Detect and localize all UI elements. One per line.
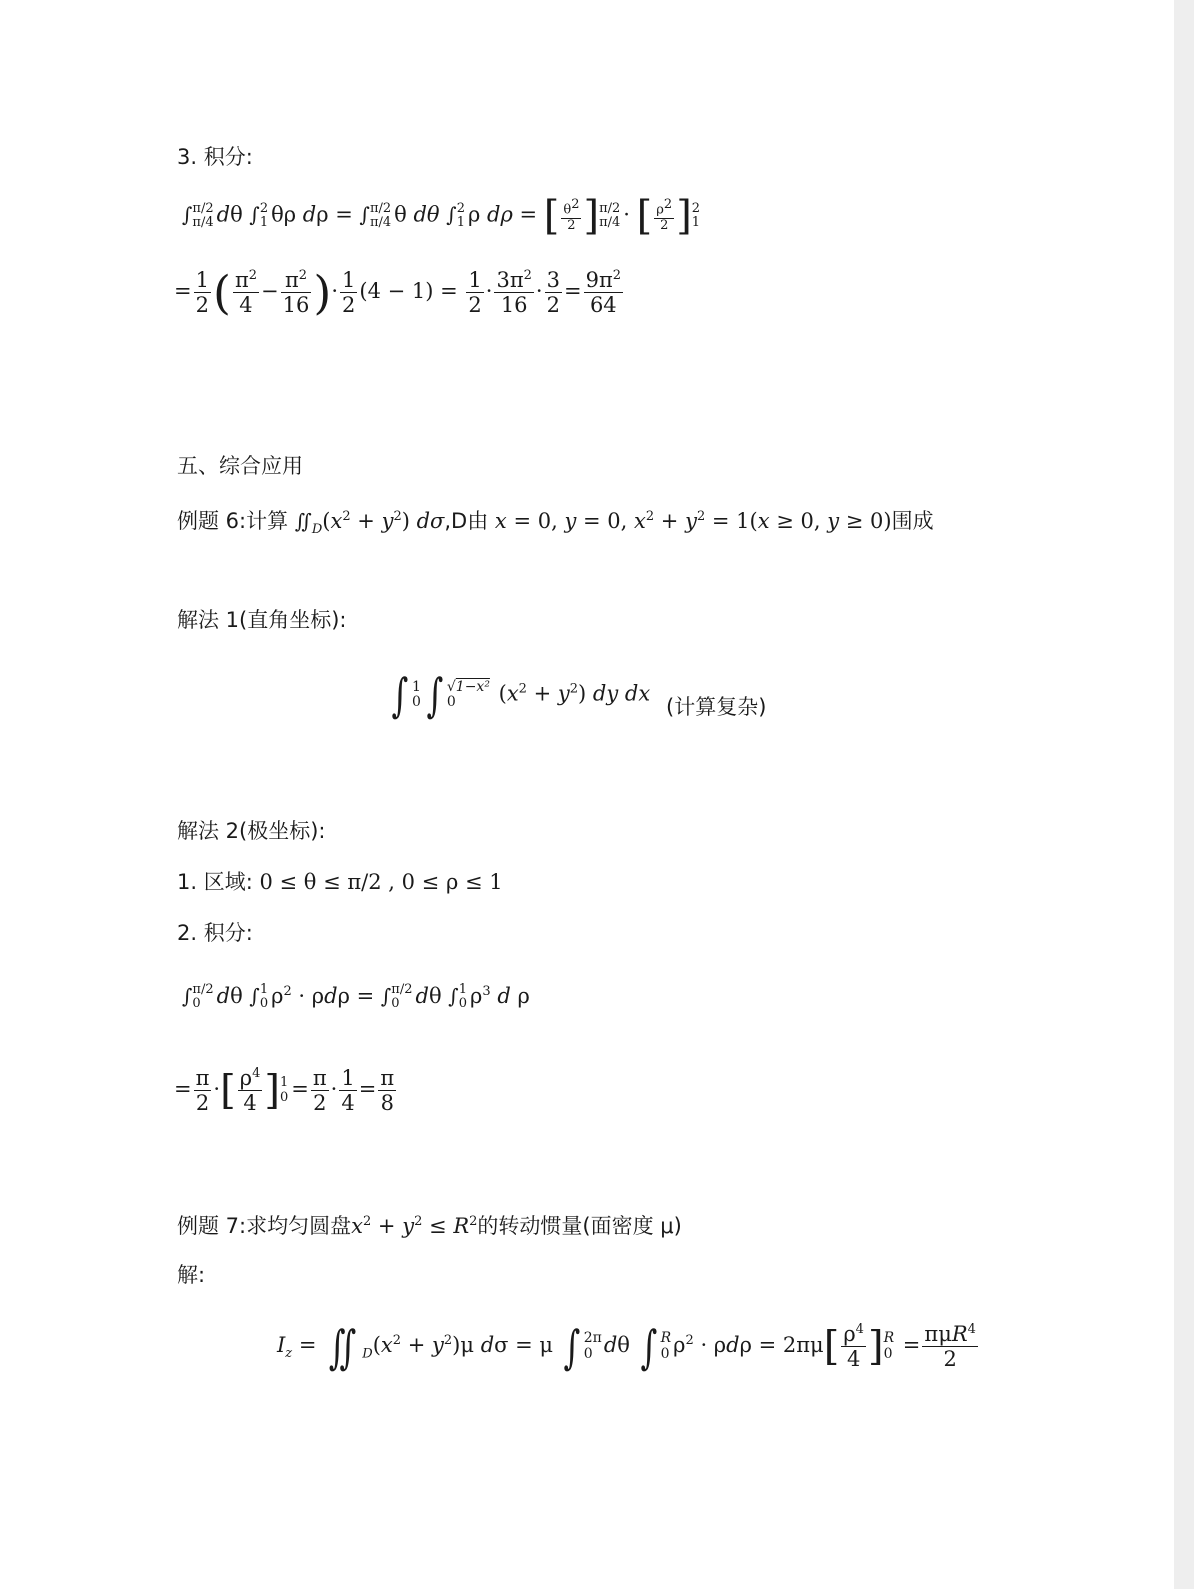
example-6-condition-prefix: ,D由 bbox=[444, 509, 489, 533]
formula-cartesian-integral: ∫ 1 0 ∫ √1−x² 0 $(x^2 + y^2)$ dy dx bbox=[391, 668, 651, 722]
page-edge bbox=[1174, 0, 1194, 1589]
example-6-condition-suffix: 围成 bbox=[891, 509, 934, 533]
section-5-heading: 五、综合应用 bbox=[177, 454, 303, 478]
method-1-heading: 解法 1(直角坐标): bbox=[177, 608, 347, 632]
example-6-statement: 例题 6:计算 $∬_D(x^2 + y^2)$ dσ,D由 x = 0, y = 0, $x^2 + y^2 = 1(x \ge 0$, y ≥ 0)围成 bbox=[177, 509, 934, 538]
method-2-step-2: 2. 积分: bbox=[177, 921, 253, 945]
step-1-expression: 0 ≤ θ ≤ π/2 , 0 ≤ ρ ≤ 1 bbox=[259, 870, 503, 894]
section-3-heading: 3. 积分: bbox=[177, 145, 253, 169]
example-7-suffix: 的转动惯量(面密度 μ) bbox=[477, 1214, 682, 1238]
formula-moment-of-inertia: $I_z$ = ∬ $_D(x^2 + y^2)\mu$ dσ = μ ∫ 2π 0 dθ ∫ R 0 $\rho^2 \cdot \rho d\rho = 2\pi\mu$[ $\frac{\rho^4}{4}$ ] R 0 = $\frac{\pi\mu R^4}{2}$ bbox=[277, 1319, 976, 1374]
example-7-statement: 例题 7:求均匀圆盘$x^2 + y^2 \le R^2$的转动惯量(面密度 μ) bbox=[177, 1214, 682, 1238]
solution-label: 解: bbox=[177, 1263, 206, 1287]
example-7-prefix: 例题 7:求均匀圆盘 bbox=[177, 1214, 352, 1238]
example-6-prefix: 例题 6:计算 bbox=[177, 509, 289, 533]
formula-result-pi-8: = $\frac{\pi}{2}$ ·[ $\frac{\rho^4}{4}$ ] 1 0 = $\frac{\pi}{2}$ · $\frac{1}{4}$ = $\frac{\pi}{8}$ bbox=[174, 1066, 395, 1116]
formula-result-9pi2-64: = $\frac{1}{2}$ ( $\frac{\pi^2}{4}$ − $\frac{\pi^2}{16}$ )· $\frac{1}{2}$ (4 − 1) = $\frac{1}{2}$ · $\frac{3\pi^2}{16}$ · $\frac{3}{2}$ = $\frac{9\pi^2}{64}$ bbox=[174, 265, 622, 320]
formula-integral-theta-rho: ∫ π/2 π/4 dθ ∫ 2 1 θρ dρ = ∫ π/2 π/4 θ dθ ∫ 2 1 ρ dρ = [ $\frac{\theta^2}{2}$ ] π/2 π/4 · [ $\frac{\rho^2}{2}$ ] 2 1 bbox=[182, 193, 701, 239]
formula-polar-integral: ∫ π/2 0 dθ ∫ 1 0 $\rho^2 \cdot \rho d\rho$ = ∫ π/2 0 dθ ∫ 1 0 $\rho^3$ d ρ bbox=[182, 982, 530, 1012]
step-1-label: 1. 区域: bbox=[177, 870, 253, 894]
method-2-step-1 bbox=[177, 868, 503, 896]
method-2-heading: 解法 2(极坐标): bbox=[177, 819, 326, 843]
method-1-note: (计算复杂) bbox=[666, 695, 767, 719]
